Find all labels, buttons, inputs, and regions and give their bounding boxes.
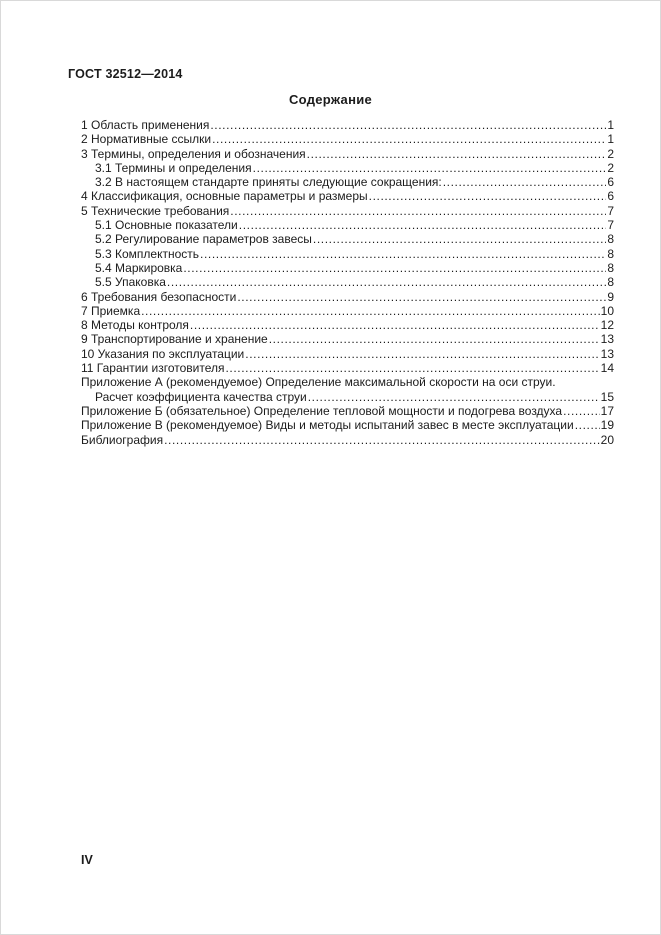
toc-entry-label: 4 Классификация, основные параметры и размеры — [81, 189, 368, 204]
toc-leader-dots — [269, 332, 600, 346]
toc-entry-label: 6 Требования безопасности — [81, 289, 237, 304]
toc-leader-dots — [200, 247, 606, 261]
toc-entry — [81, 218, 614, 232]
toc-entry-page: 2 — [607, 160, 614, 175]
toc-entry-page: 17 — [600, 403, 614, 418]
toc-entry — [81, 261, 614, 275]
toc-entry-page: 1 — [607, 118, 614, 132]
toc-entry — [81, 375, 614, 389]
toc-entry-page: 8 — [607, 232, 614, 247]
toc-entry — [81, 418, 614, 432]
toc-entry-page: 15 — [600, 389, 614, 404]
toc-leader-dots — [141, 304, 600, 318]
toc-entry-page: 20 — [600, 432, 614, 447]
toc-entry-page: 12 — [600, 318, 614, 333]
toc-leader-dots — [237, 290, 606, 304]
toc-list — [81, 118, 614, 447]
toc-entry-label: 11 Гарантии изготовителя — [81, 361, 225, 376]
toc-entry-label: Приложение А (рекомендуемое) Определение максимальной скорости на оси струи. — [81, 375, 556, 390]
toc-entry — [81, 404, 614, 418]
toc-entry-label: 5.3 Комплектность — [95, 246, 200, 261]
toc-leader-dots — [245, 347, 599, 361]
toc-leader-dots — [190, 318, 600, 332]
toc-entry-page: 13 — [600, 332, 614, 347]
toc-entry-page: 8 — [607, 275, 614, 290]
toc-entry-label: 9 Транспортирование и хранение — [81, 332, 268, 347]
toc-leader-dots — [239, 218, 607, 232]
toc-entry-page: 13 — [600, 346, 614, 361]
toc-leader-dots — [575, 418, 600, 432]
toc-entry-label: 3 Термины, определения и обозначения — [81, 146, 306, 161]
toc-leader-dots — [167, 275, 606, 289]
toc-entry-label: Приложение Б (обязательное) Определение тепловой мощности и подогрева воздуха — [81, 403, 563, 418]
doc-number: ГОСТ 32512—2014 — [68, 67, 183, 81]
toc-entry-label: 3.2 В настоящем стандарте приняты следующие сокращения: — [95, 175, 442, 190]
toc-entry-page: 6 — [607, 189, 614, 204]
toc-entry — [81, 361, 614, 375]
toc-leader-dots — [307, 147, 607, 161]
toc-entry — [81, 132, 614, 146]
toc-entry — [81, 347, 614, 361]
toc-entry-label: 5.5 Упаковка — [95, 275, 166, 290]
toc-entry-label: 5 Технические требования — [81, 203, 230, 218]
toc-entry-label: 8 Методы контроля — [81, 318, 189, 333]
toc-entry-label: 2 Нормативные ссылки — [81, 132, 212, 147]
toc-entry-page: 14 — [600, 361, 614, 376]
toc-entry-page: 19 — [600, 418, 614, 433]
toc-entry-page: 7 — [607, 203, 614, 218]
toc-entry-page: 10 — [600, 303, 614, 318]
toc-leader-dots — [230, 204, 606, 218]
toc-leader-dots — [308, 390, 600, 404]
toc-entry-page: 1 — [607, 132, 614, 147]
toc-entry — [81, 433, 614, 447]
page-title: Содержание — [288, 92, 373, 107]
toc-entry-label: 10 Указания по эксплуатации — [81, 346, 245, 361]
toc-entry — [81, 147, 614, 161]
toc-entry — [81, 118, 614, 132]
toc-entry — [81, 275, 614, 289]
toc-leader-dots — [164, 433, 600, 447]
toc-entry — [81, 290, 614, 304]
toc-entry — [81, 390, 614, 404]
toc-entry — [81, 232, 614, 246]
toc-entry-page: 8 — [607, 246, 614, 261]
toc-entry-label: 3.1 Термины и определения — [95, 160, 252, 175]
toc-entry-label: 5.1 Основные показатели — [95, 218, 238, 233]
toc-leader-dots — [369, 189, 607, 203]
toc-leader-dots — [563, 404, 600, 418]
toc-entry-label: 5.4 Маркировка — [95, 260, 183, 275]
toc-entry — [81, 332, 614, 346]
toc-leader-dots — [253, 161, 607, 175]
toc-entry — [81, 189, 614, 203]
toc-entry-label: 5.2 Регулирование параметров завесы — [95, 232, 312, 247]
toc-entry-page: 2 — [607, 146, 614, 161]
toc-leader-dots — [443, 175, 607, 189]
toc-entry — [81, 318, 614, 332]
toc-leader-dots — [183, 261, 606, 275]
toc-entry-label: Приложение В (рекомендуемое) Виды и методы испытаний завес в месте эксплуатации — [81, 418, 574, 433]
footer-page-number: IV — [81, 853, 93, 867]
toc-entry-label: Расчет коэффициента качества струи — [95, 389, 307, 404]
toc-entry-label: Библиография — [81, 432, 164, 447]
toc-leader-dots — [212, 132, 606, 146]
toc-entry-label: 1 Область применения — [81, 118, 210, 132]
toc-entry — [81, 204, 614, 218]
toc-leader-dots — [210, 118, 606, 132]
toc-leader-dots — [313, 232, 606, 246]
toc-entry-label: 7 Приемка — [81, 303, 141, 318]
toc-entry-page: 6 — [607, 175, 614, 190]
toc-entry-page: 9 — [607, 289, 614, 304]
toc-entry — [81, 304, 614, 318]
toc-entry — [81, 175, 614, 189]
toc-entry — [81, 161, 614, 175]
toc-leader-dots — [225, 361, 599, 375]
toc-entry-page: 7 — [607, 218, 614, 233]
toc-entry — [81, 247, 614, 261]
toc-entry-page: 8 — [607, 260, 614, 275]
